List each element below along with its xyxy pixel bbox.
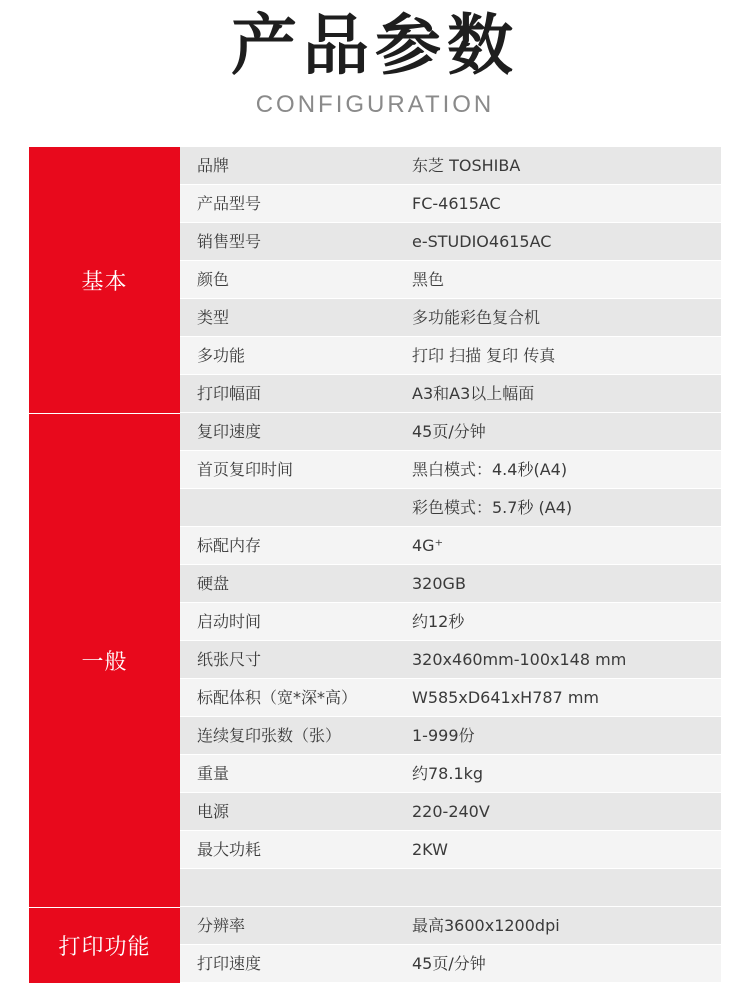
- row-label: 启动时间: [197, 612, 262, 631]
- row-value: 黑色: [412, 270, 445, 289]
- table-row: [180, 679, 721, 717]
- table-row: [180, 413, 721, 451]
- row-label: 硬盘: [197, 574, 230, 593]
- table-row: [180, 831, 721, 869]
- row-label: 电源: [197, 802, 230, 821]
- table-row: [180, 603, 721, 641]
- row-value: 约12秒: [412, 612, 465, 631]
- group-label: 打印功能: [29, 907, 180, 983]
- row-label: 多功能: [197, 346, 246, 365]
- table-row: [180, 565, 721, 603]
- row-label: 首页复印时间: [197, 460, 294, 479]
- row-value: [397, 869, 721, 906]
- table-row: [180, 869, 721, 907]
- table-row: [180, 945, 721, 983]
- row-label: 最大功耗: [197, 840, 262, 859]
- row-label: 产品型号: [197, 194, 262, 213]
- table-row: [180, 185, 721, 223]
- row-value: 最高3600x1200dpi: [412, 916, 560, 935]
- row-value: 东芝 TOSHIBA: [412, 156, 521, 175]
- table-row: [180, 489, 721, 527]
- spec-group-general: [29, 413, 721, 907]
- row-label: 复印速度: [197, 422, 262, 441]
- group-label: 基本: [29, 147, 180, 413]
- row-label: 标配体积（宽*深*高）: [197, 688, 358, 707]
- row-label: 颜色: [197, 270, 230, 289]
- table-row: [180, 717, 721, 755]
- table-row: [180, 907, 721, 945]
- row-value: 220-240V: [412, 802, 490, 821]
- row-label: 标配内存: [197, 536, 262, 555]
- row-label: 类型: [197, 308, 230, 327]
- row-label: 重量: [197, 764, 230, 783]
- table-row: [180, 261, 721, 299]
- table-row: [180, 299, 721, 337]
- spec-table: [29, 147, 721, 983]
- table-row: [180, 755, 721, 793]
- row-value: 2KW: [412, 840, 448, 859]
- row-label: 品牌: [197, 156, 230, 175]
- row-label: 销售型号: [197, 232, 262, 251]
- row-value: 约78.1kg: [412, 764, 484, 783]
- group-rows: [180, 147, 721, 413]
- group-label: 一般: [29, 413, 180, 907]
- row-value: 45页/分钟: [412, 954, 486, 973]
- row-value: 320GB: [412, 574, 466, 593]
- row-value: 黑白模式：4.4秒(A4): [412, 460, 568, 479]
- row-value: A3和A3以上幅面: [412, 384, 535, 403]
- row-label: [180, 869, 397, 906]
- table-row: [180, 375, 721, 413]
- row-value: 彩色模式：5.7秒 (A4): [412, 498, 573, 517]
- row-value: 多功能彩色复合机: [412, 308, 541, 327]
- row-value: FC-4615AC: [412, 194, 501, 213]
- spec-group-basic: [29, 147, 721, 413]
- table-row: [180, 451, 721, 489]
- group-rows: [180, 413, 721, 907]
- row-label: 打印速度: [197, 954, 262, 973]
- page-subtitle: CONFIGURATION: [255, 91, 495, 118]
- row-label: 纸张尺寸: [197, 650, 262, 669]
- row-value: 320x460mm-100x148 mm: [412, 650, 627, 669]
- table-row: [180, 223, 721, 261]
- row-value: 1-999份: [412, 726, 475, 745]
- row-label: 分辨率: [197, 916, 246, 935]
- table-row: [180, 793, 721, 831]
- row-value: 打印 扫描 复印 传真: [412, 346, 556, 365]
- page-title: 产品参数: [231, 7, 519, 84]
- row-label: 连续复印张数（张）: [197, 726, 342, 745]
- row-label: [180, 489, 397, 526]
- row-value: 4G⁺: [412, 536, 444, 555]
- row-value: 45页/分钟: [412, 422, 486, 441]
- table-row: [180, 527, 721, 565]
- spec-group-print: [29, 907, 721, 983]
- row-value: e-STUDIO4615AC: [412, 232, 552, 251]
- table-row: [180, 147, 721, 185]
- table-row: [180, 337, 721, 375]
- row-value: W585xD641xH787 mm: [412, 688, 599, 707]
- table-row: [180, 641, 721, 679]
- row-label: 打印幅面: [197, 384, 262, 403]
- group-rows: [180, 907, 721, 983]
